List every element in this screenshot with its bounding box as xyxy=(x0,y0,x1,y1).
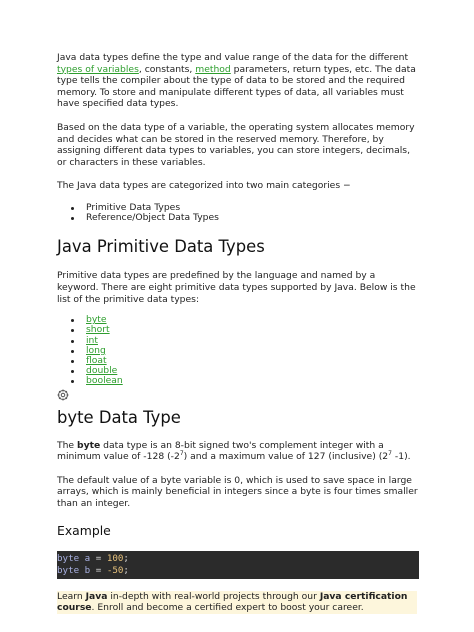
gear-icon[interactable] xyxy=(57,389,69,401)
primitive-paragraph: Primitive data types are predefined by the language and named by a keyword. There are eight primitive data types supported by Java. Below is the list of the primitive data types: xyxy=(57,270,416,305)
code-semicolon: ; xyxy=(123,552,129,564)
type-link-double[interactable]: double xyxy=(57,366,419,376)
intro-text-a: Java data types define the type and value range of the data for the different xyxy=(57,52,409,63)
byte-text-pre: The xyxy=(57,439,78,451)
article-content xyxy=(57,52,419,614)
category-list xyxy=(57,203,419,223)
list-item: Reference/Object Data Types xyxy=(57,213,419,223)
code-semicolon: ; xyxy=(123,564,129,576)
code-operator: = xyxy=(90,552,107,564)
certification-course-link[interactable]: Java certification course xyxy=(57,590,408,614)
byte-text-mid: data type is an 8-bit signed two's complement integer with a minimum value of -128 (-2 xyxy=(57,439,384,463)
intro-text-b: , constants, xyxy=(138,63,196,75)
learn-promo xyxy=(57,591,417,614)
intro-paragraph-1 xyxy=(57,52,419,110)
code-declaration: byte b xyxy=(57,564,91,576)
code-number: 100 xyxy=(106,552,124,564)
byte-heading: byte Data Type xyxy=(57,407,181,427)
code-block[interactable] xyxy=(57,551,419,579)
types-of-variables-link[interactable]: types of variables xyxy=(57,63,139,75)
method-link[interactable]: method xyxy=(195,63,231,75)
learn-java: Java xyxy=(85,590,108,602)
type-link-short[interactable]: short xyxy=(57,325,419,335)
exponent-2: 7 xyxy=(388,450,392,458)
code-line xyxy=(57,553,419,565)
type-link-float[interactable]: float xyxy=(57,356,419,366)
byte-keyword: byte xyxy=(77,439,101,451)
type-link-int[interactable]: int xyxy=(57,336,419,346)
byte-paragraph-2: The default value of a byte variable is 0, which is used to save space in large arrays, which is mainly beneficial in integers since a byte is four times smaller than an integer. xyxy=(57,474,418,509)
primitive-heading: Java Primitive Data Types xyxy=(57,237,265,257)
byte-paragraph-1 xyxy=(57,440,419,463)
byte-text-end: -1). xyxy=(391,451,411,463)
learn-text-end: . Enroll and become a certified expert to boost your career. xyxy=(91,602,364,614)
code-declaration: byte a xyxy=(57,552,91,564)
code-number: -50 xyxy=(106,564,124,576)
intro-text-c: parameters, return types, etc. The data type tells the compiler about the type of data to be stored and the required memory. To store and manipulate different types of data, all variables must have specified data types. xyxy=(57,63,416,110)
code-line xyxy=(57,565,419,577)
type-link-long[interactable]: long xyxy=(57,346,419,356)
type-link-byte[interactable]: byte xyxy=(57,315,419,325)
learn-text-mid: in-depth with real-world projects through our xyxy=(107,590,320,602)
intro-paragraph-2: Based on the data type of a variable, the operating system allocates memory and decides what can be stored in the reserved memory. Therefore, by assigning different data types to variables, you can store integers, decimals, or characters in these variables. xyxy=(57,121,415,168)
type-link-boolean[interactable]: boolean xyxy=(57,376,419,386)
primitive-type-list xyxy=(57,315,419,386)
intro-paragraph-3: The Java data types are categorized into two main categories − xyxy=(57,180,351,192)
learn-text-pre: Learn xyxy=(57,590,86,602)
exponent-1: 7 xyxy=(179,450,184,458)
code-operator: = xyxy=(90,564,107,576)
byte-text-mid2: ) and a maximum value of 127 (inclusive) (2 xyxy=(183,451,389,463)
example-heading: Example xyxy=(57,522,111,538)
list-item: Primitive Data Types xyxy=(57,203,419,213)
